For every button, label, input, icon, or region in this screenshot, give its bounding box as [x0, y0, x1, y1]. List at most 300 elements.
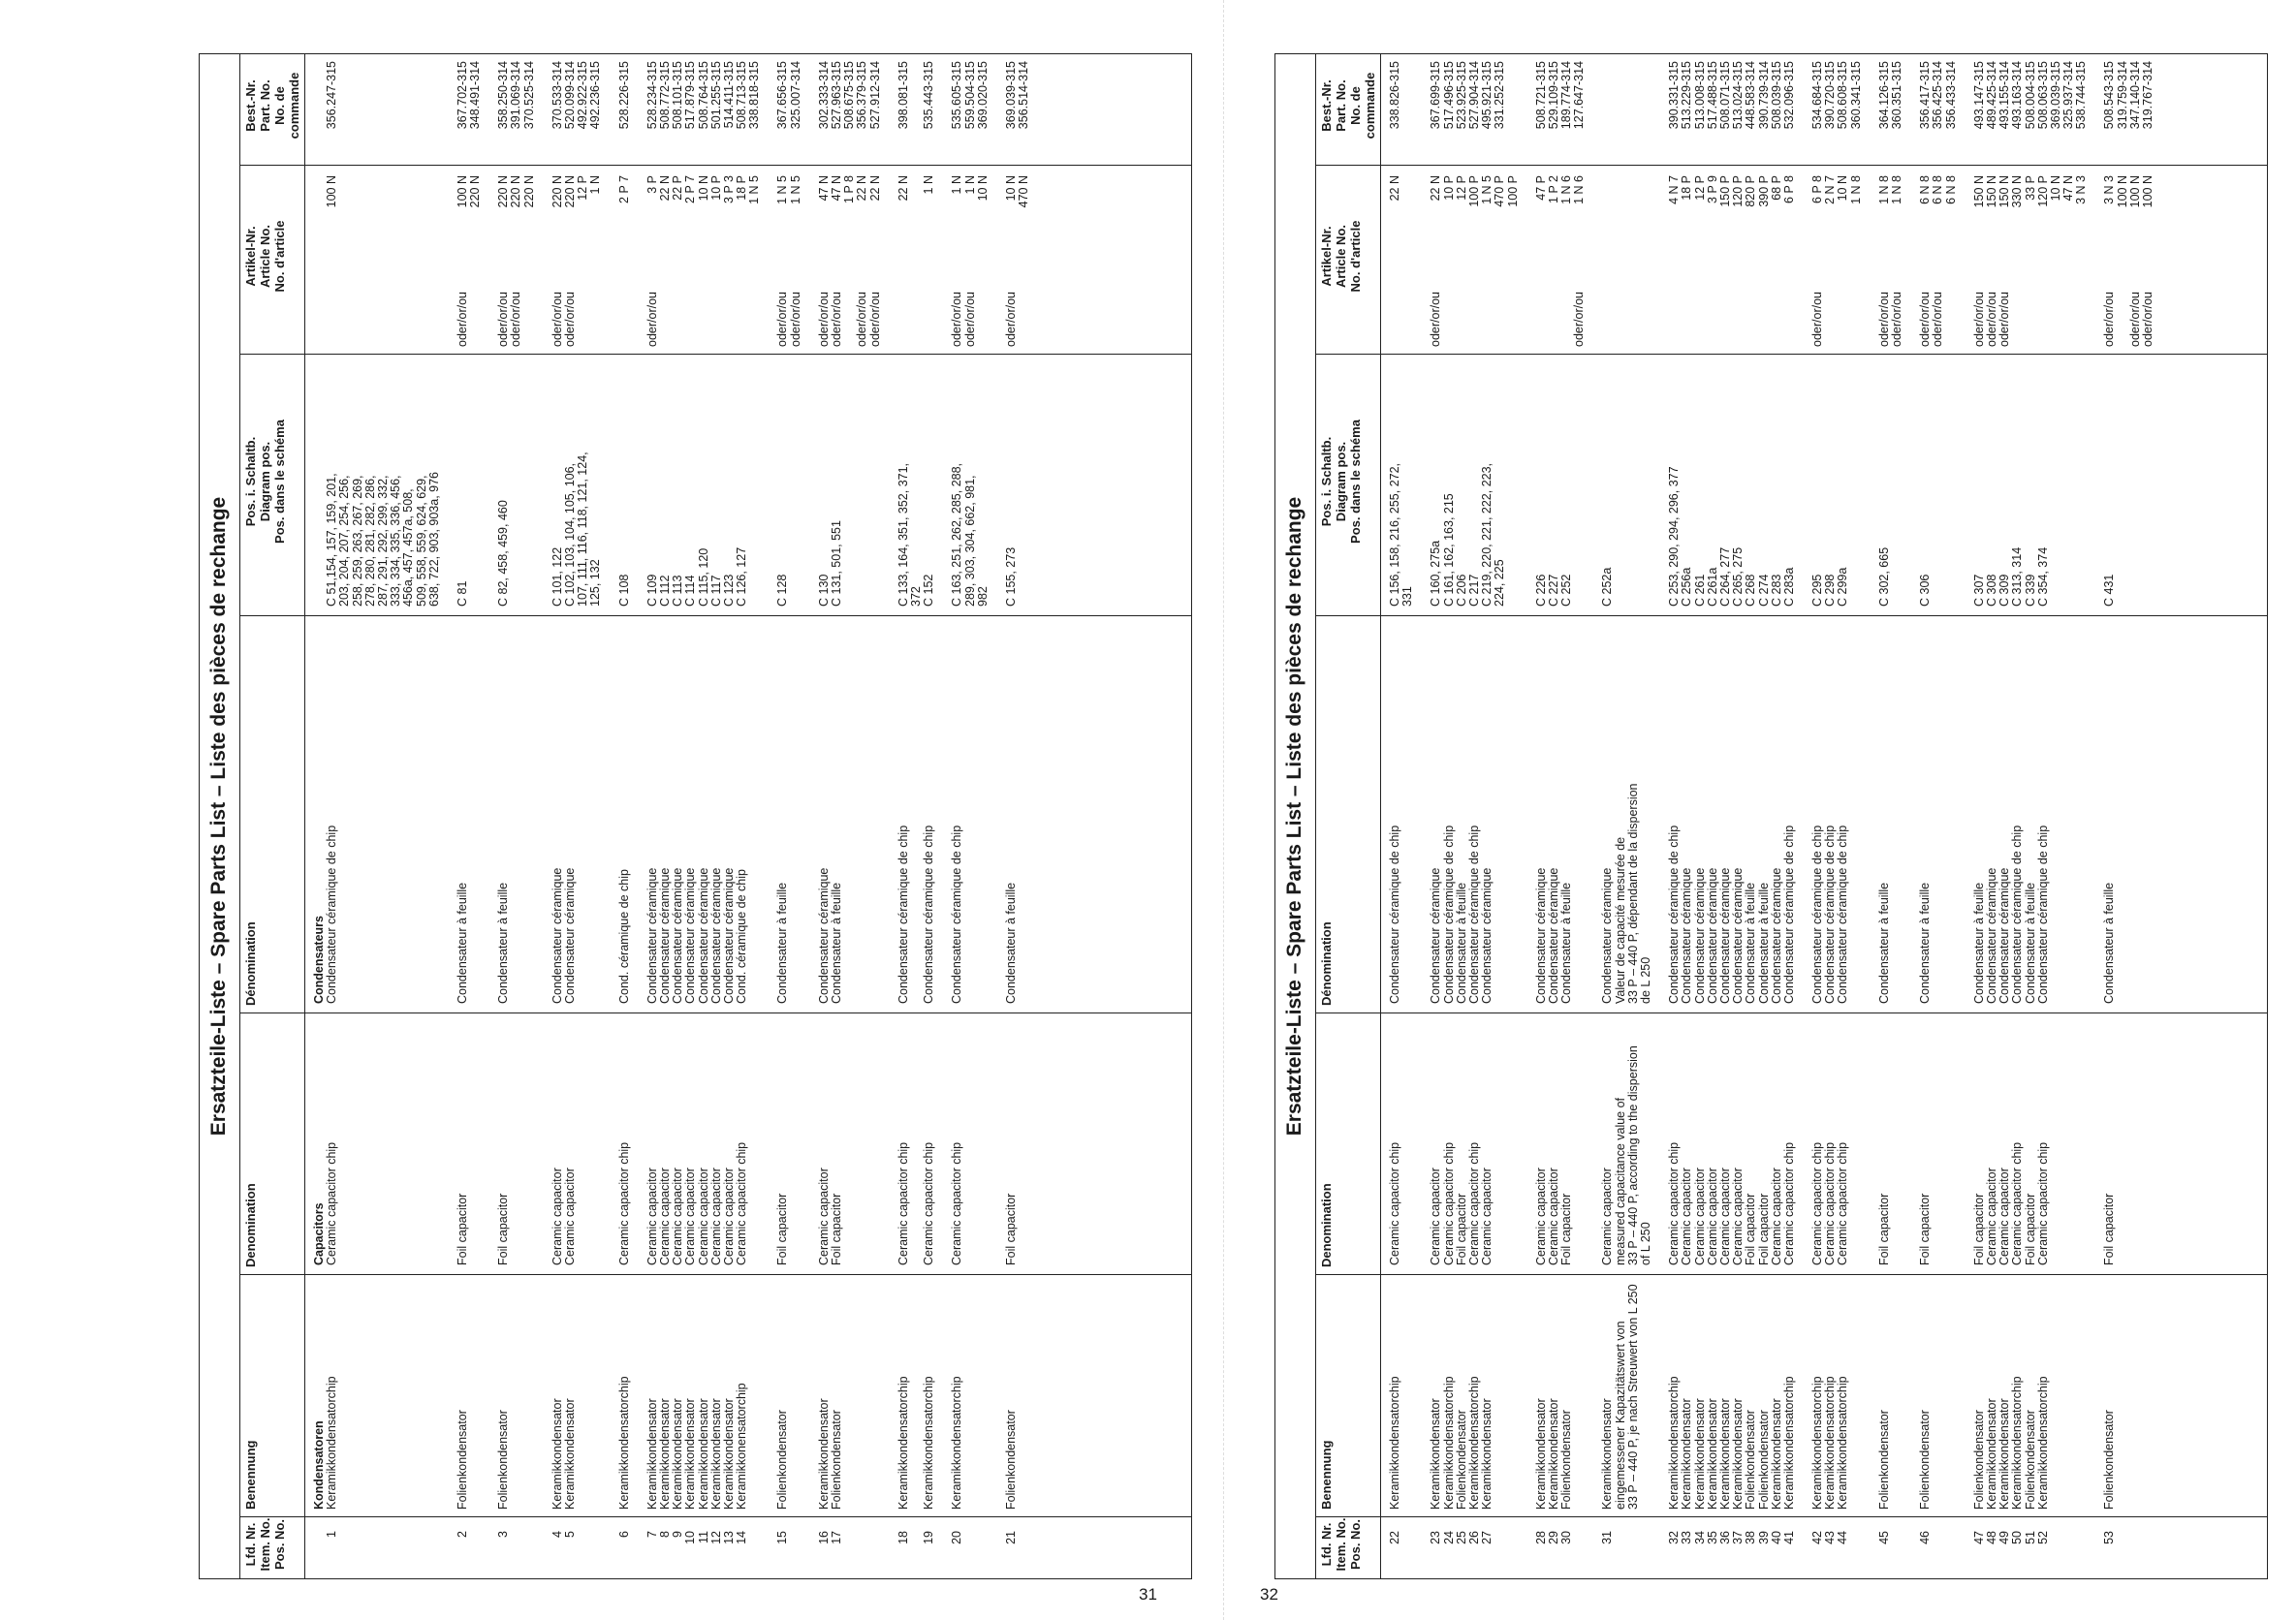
table-line — [510, 53, 522, 1579]
name-french — [523, 616, 536, 1013]
table-line — [1389, 53, 1401, 1579]
diagram-position: 456a, 457, 457a, 508, — [401, 488, 416, 607]
name-english — [364, 1013, 377, 1275]
part-number — [402, 53, 415, 166]
diagram-position: C 206 — [1454, 574, 1468, 607]
table-line — [618, 53, 631, 1579]
item-number — [856, 1517, 868, 1579]
name-french: Condensateur céramique — [1429, 867, 1443, 1004]
table-line — [352, 53, 364, 1579]
article-cell — [577, 166, 589, 355]
article-cell — [2037, 166, 2050, 355]
part-number: 508.721-315 — [1533, 61, 1548, 130]
name-german — [790, 1275, 802, 1517]
name-german — [843, 1275, 856, 1517]
name-french: Condensateur à feuille — [2023, 882, 2037, 1004]
item-number: 2 — [455, 1531, 469, 1538]
name-french: Condensateur céramique — [671, 867, 685, 1004]
name-german: Keramikkondensator — [708, 1398, 723, 1510]
name-english: Ceramic capacitor — [657, 1168, 672, 1265]
column-header-part — [1315, 53, 1381, 166]
diagram-position: 258, 259, 263, 267, 269, — [350, 475, 364, 607]
article-number: 47 N — [830, 175, 843, 202]
item-number — [377, 1517, 390, 1579]
name-english — [1573, 1013, 1586, 1275]
name-english — [1494, 1013, 1506, 1275]
item-number: 4 — [550, 1531, 564, 1538]
diagram-position — [869, 355, 882, 616]
name-german: Keramikkondensator — [1680, 1398, 1694, 1510]
table-row — [776, 53, 802, 1579]
part-number: 534.684-315 — [1810, 61, 1825, 130]
table-line — [2142, 53, 2154, 1579]
table-line — [1745, 53, 1757, 1579]
part-number: 189.774-314 — [1559, 61, 1574, 130]
table-line — [776, 53, 789, 1579]
name-french: Condensateur céramique — [816, 867, 831, 1004]
article-number: 22 N — [1429, 175, 1443, 202]
item-number: 47 — [1971, 1531, 1986, 1544]
diagram-position — [1627, 355, 1640, 616]
name-german: Keramikkondensator — [1546, 1398, 1560, 1510]
table-line — [1986, 53, 1998, 1579]
name-french: Condensateur céramique de chip — [1667, 825, 1682, 1004]
diagram-position: C 299a — [1836, 567, 1850, 607]
diagram-position: C 114 — [683, 575, 698, 607]
article-number: 22 P — [671, 175, 685, 201]
article-number: 1 N 5 — [775, 175, 790, 204]
column-divider — [239, 165, 1192, 166]
name-french — [1945, 616, 1958, 1013]
name-french — [790, 616, 802, 1013]
name-french: Condensateur à feuille — [1559, 882, 1574, 1004]
part-number — [428, 53, 441, 166]
item-number: 37 — [1731, 1531, 1746, 1544]
article-number: 120 P — [1731, 175, 1746, 207]
item-number — [416, 1517, 428, 1579]
part-number: 528.226-315 — [616, 61, 631, 130]
table-line — [1681, 53, 1693, 1579]
item-number: 16 — [816, 1531, 831, 1544]
name-english: Ceramic capacitor — [696, 1168, 710, 1265]
table-row — [551, 53, 603, 1579]
part-number: 520.099-314 — [563, 61, 577, 130]
item-number: 18 — [896, 1531, 910, 1544]
page-number: 32 — [1260, 1585, 1278, 1604]
name-german: Folienkondensator — [775, 1410, 790, 1510]
part-number: 356.247-315 — [325, 61, 339, 130]
name-german — [377, 1275, 390, 1517]
article-number: 1 P 8 — [842, 175, 857, 203]
table-line — [1771, 53, 1783, 1579]
alternative-label: oder/or/ou — [1876, 292, 1891, 347]
article-number: 3 N 3 — [2074, 175, 2089, 204]
article-number: 6 N 8 — [1918, 175, 1933, 204]
name-english — [1401, 1013, 1414, 1275]
item-number: 14 — [735, 1531, 749, 1544]
item-number — [977, 1517, 990, 1579]
diagram-position: 333, 334, 335, 336, 456, — [389, 475, 403, 607]
name-english: 33 P – 440 P, according to the dispersion — [1625, 1045, 1640, 1265]
item-number: 35 — [1705, 1531, 1719, 1544]
table-line — [1732, 53, 1745, 1579]
diagram-position: C 313, 314 — [2010, 546, 2025, 607]
article-number: 120 P — [2035, 175, 2050, 207]
item-number — [313, 1517, 326, 1579]
name-german: Keramikkonensatorchip — [735, 1383, 749, 1510]
item-number: 30 — [1559, 1531, 1574, 1544]
table-line — [2050, 53, 2062, 1579]
table-line — [831, 53, 843, 1579]
table-line — [1783, 53, 1796, 1579]
name-english — [1891, 1013, 1903, 1275]
diagram-position: C 226 — [1533, 574, 1548, 607]
part-number: 527.904-314 — [1466, 61, 1481, 130]
name-german: Keramikkondensator — [671, 1398, 685, 1510]
article-cell — [352, 166, 364, 355]
article-number: 1 N — [922, 175, 936, 195]
column-header-denomination_fr — [1315, 616, 1381, 1013]
diagram-position: C 123 — [721, 574, 736, 607]
name-french: de L 250 — [1639, 956, 1652, 1004]
name-french — [1018, 616, 1030, 1013]
name-english: Foil capacitor — [1003, 1193, 1018, 1265]
name-french: Condensateur à feuille — [830, 882, 843, 1004]
part-number: 517.488-315 — [1705, 61, 1719, 130]
name-german: Keramikkondensatorchip — [2010, 1376, 2025, 1510]
item-number: 5 — [563, 1531, 577, 1538]
article-number: 22 N — [896, 175, 910, 202]
part-number: 302.333-314 — [816, 61, 831, 130]
table-line — [1694, 53, 1707, 1579]
name-english — [1932, 1013, 1944, 1275]
item-number: 6 — [616, 1531, 631, 1538]
article-number: 1 N 5 — [1480, 175, 1494, 204]
article-cell — [1601, 166, 1614, 355]
name-english: Ceramic capacitor — [1769, 1168, 1783, 1265]
article-number: 10 N — [1003, 175, 1018, 202]
table-line — [646, 53, 659, 1579]
table-line — [402, 53, 415, 1579]
column-header-denomination — [1315, 1013, 1381, 1275]
article-cell — [1837, 166, 1849, 355]
name-french: Condensateur céramique de chip — [2035, 825, 2050, 1004]
article-number: 12 P — [576, 175, 590, 201]
table-line — [951, 53, 963, 1579]
article-cell — [869, 166, 882, 355]
table-line — [723, 53, 736, 1579]
article-number: 22 N — [657, 175, 672, 202]
name-german — [428, 1275, 441, 1517]
table-line — [1891, 53, 1903, 1579]
item-number: 31 — [1600, 1531, 1615, 1544]
item-number — [1494, 1517, 1506, 1579]
article-cell — [1932, 166, 1944, 355]
name-german: Keramikkondensator — [816, 1398, 831, 1510]
name-french — [416, 616, 428, 1013]
diagram-position: C 163, 251, 262, 285, 288, — [950, 462, 964, 607]
name-german: Keramikkondensator — [645, 1398, 659, 1510]
article-cell — [428, 166, 441, 355]
table-line — [1615, 53, 1627, 1579]
table-row — [951, 53, 990, 1579]
part-number: 492.236-315 — [588, 61, 603, 130]
article-number: 100 N — [455, 175, 469, 208]
diagram-position: C 81 — [455, 580, 469, 607]
item-number — [1401, 1517, 1414, 1579]
diagram-position: 125, 132 — [588, 559, 603, 607]
name-german: Keramikkondensatorchip — [2035, 1376, 2050, 1510]
article-number: 220 N — [521, 175, 536, 208]
column-header-text: Lfd. Nr. — [243, 1522, 258, 1567]
part-number: 513.008-315 — [1692, 61, 1707, 130]
name-german: Keramikkondensator — [1997, 1398, 2012, 1510]
name-french: Condensateur céramique de chip — [1466, 825, 1481, 1004]
name-english: Ceramic capacitor — [1480, 1168, 1494, 1265]
part-number: 370.533-314 — [550, 61, 564, 130]
diagram-position: C 283 — [1769, 574, 1783, 607]
name-german — [1401, 1275, 1414, 1517]
article-number: 1 N 8 — [1890, 175, 1903, 204]
alternative-label: oder/or/ou — [1918, 292, 1933, 347]
name-french — [364, 616, 377, 1013]
item-number — [510, 1517, 522, 1579]
article-number: 2 P 7 — [683, 175, 698, 203]
part-number — [1615, 53, 1627, 166]
column-header-text: Best.-Nr. — [243, 79, 258, 132]
name-french: 33 P – 440 P, dépendant de la dispersion — [1625, 783, 1640, 1004]
article-cell — [2117, 166, 2129, 355]
name-german: Folienkondensator — [2102, 1410, 2117, 1510]
part-number: 347.140-314 — [2127, 61, 2142, 130]
article-number: 47 N — [2061, 175, 2076, 202]
name-french — [352, 616, 364, 1013]
column-divider — [239, 354, 1192, 355]
article-cell — [469, 166, 482, 355]
name-english — [1850, 1013, 1863, 1275]
diagram-position: 982 — [975, 586, 990, 607]
item-number: 53 — [2102, 1531, 2117, 1544]
name-german — [2062, 1275, 2075, 1517]
item-number: 45 — [1876, 1531, 1891, 1544]
name-french: Condensateur céramique — [1546, 867, 1560, 1004]
diagram-position: 289, 303, 304, 662, 981, — [962, 475, 977, 607]
diagram-position — [1573, 355, 1586, 616]
part-number — [338, 53, 351, 166]
table-line — [2025, 53, 2037, 1579]
name-english — [1507, 1013, 1520, 1275]
column-header-text: Diagram pos. — [258, 441, 272, 522]
diagram-position: 509, 558, 559, 624, 629, — [414, 475, 428, 607]
column-divider — [239, 1012, 1192, 1013]
item-number — [2050, 1517, 2062, 1579]
column-header-benennung — [1315, 1275, 1381, 1517]
table-line — [748, 53, 761, 1579]
item-number: 26 — [1466, 1531, 1481, 1544]
table-row — [1973, 53, 2089, 1579]
item-number — [523, 1517, 536, 1579]
item-number: 36 — [1717, 1531, 1732, 1544]
name-german: Folienkondensator — [1559, 1410, 1574, 1510]
name-german: Folienkondensator — [1454, 1410, 1468, 1510]
name-german: Folienkondensator — [1971, 1410, 1986, 1510]
diagram-position — [2129, 355, 2142, 616]
diagram-position: C 274 — [1756, 574, 1771, 607]
part-number: 493.147-315 — [1971, 61, 1986, 130]
part-number: 338.818-315 — [747, 61, 762, 130]
diagram-position: C 307 — [1971, 574, 1986, 607]
name-german — [364, 1275, 377, 1517]
diagram-position: C 117 — [708, 575, 723, 607]
article-number: 33 P — [2023, 175, 2037, 201]
diagram-position: C 152 — [922, 574, 936, 607]
name-german: Keramikkondensator — [1717, 1398, 1732, 1510]
name-english: Foil capacitor — [2023, 1193, 2037, 1265]
name-english: Ceramic capacitor — [563, 1168, 577, 1265]
name-english: Ceramic capacitor chip — [1441, 1141, 1456, 1265]
part-number: 319.767-314 — [2141, 61, 2154, 130]
table-line — [736, 53, 748, 1579]
name-german — [1494, 1275, 1506, 1517]
name-english — [416, 1013, 428, 1275]
name-english: Foil capacitor — [1876, 1193, 1891, 1265]
article-cell — [1430, 166, 1442, 355]
item-number: 11 — [696, 1531, 710, 1543]
article-cell — [1945, 166, 1958, 355]
alternative-label: oder/or/ou — [1931, 292, 1945, 347]
alternative-label: oder/or/ou — [455, 292, 469, 347]
part-number: 559.504-315 — [962, 61, 977, 130]
name-french — [577, 616, 589, 1013]
column-header-text: Article No. — [1334, 225, 1348, 289]
article-number: 12 P — [1692, 175, 1707, 201]
name-french: Condensateur céramique de chip — [2010, 825, 2025, 1004]
name-french — [2075, 616, 2088, 1013]
part-number: 127.647-314 — [1572, 61, 1587, 130]
article-cell — [977, 166, 990, 355]
part-number: 356.379-315 — [855, 61, 869, 130]
name-english — [964, 1013, 977, 1275]
diagram-position: 278, 280, 281, 282, 286, — [362, 475, 377, 607]
table-line — [977, 53, 990, 1579]
article-number: 10 P — [1441, 175, 1456, 201]
table-line — [856, 53, 868, 1579]
article-cell — [2075, 166, 2088, 355]
diagram-position: C 339 — [2023, 574, 2037, 607]
table-row — [818, 53, 882, 1579]
name-german: Keramikkondensator — [1692, 1398, 1707, 1510]
part-number: 325.007-314 — [788, 61, 802, 130]
name-english — [577, 1013, 589, 1275]
name-german: 33 P – 440 P, je nach Streuwert von L 250 — [1625, 1284, 1640, 1510]
column-header-text: Pos. i. Schaltb. — [243, 436, 258, 527]
column-header-part — [239, 53, 305, 166]
article-cell — [2011, 166, 2024, 355]
part-number: 532.096-315 — [1781, 61, 1796, 130]
diagram-position — [790, 355, 802, 616]
table-row — [1389, 53, 1414, 1579]
name-german: Keramikkondensatorchip — [950, 1376, 964, 1510]
part-number: 529.109-315 — [1546, 61, 1560, 130]
name-french — [964, 616, 977, 1013]
table-line — [1824, 53, 1837, 1579]
part-number: 508.608-315 — [1836, 61, 1850, 130]
column-header-text: Pos. dans le schéma — [1348, 420, 1363, 544]
article-number: 18 P — [735, 175, 749, 201]
part-number: 513.229-315 — [1680, 61, 1694, 130]
column-header-text: Pos. i. Schaltb. — [1319, 436, 1334, 527]
table-row — [1430, 53, 1519, 1579]
name-english: measured capacitance value of — [1613, 1097, 1627, 1265]
article-cell — [1891, 166, 1903, 355]
item-number: 32 — [1667, 1531, 1682, 1544]
parts-table-body — [1389, 53, 2170, 1579]
article-number: 2 P 7 — [616, 175, 631, 203]
alternative-label: oder/or/ou — [855, 292, 869, 347]
item-number: 8 — [657, 1531, 672, 1538]
diagram-position — [523, 355, 536, 616]
diagram-position: C 82, 458, 459, 460 — [496, 500, 511, 607]
article-cell — [618, 166, 631, 355]
table-line — [2103, 53, 2116, 1579]
name-english: Ceramic capacitor — [1600, 1168, 1615, 1265]
page-title: Ersatzteile-Liste – Spare Parts List – Liste des pièces de rechange — [199, 53, 240, 1579]
alternative-label: oder/or/ou — [1429, 292, 1443, 347]
table-row — [646, 53, 762, 1579]
column-header-text: Pos. dans le schéma — [272, 420, 287, 544]
article-cell — [964, 166, 977, 355]
part-number — [1601, 53, 1614, 166]
name-german: eingemessener Kapazitätswert von — [1613, 1321, 1627, 1510]
part-number: 508.543-315 — [2102, 61, 2117, 130]
alternative-label: oder/or/ou — [788, 292, 802, 347]
name-german: Folienkondensator — [1003, 1410, 1018, 1510]
name-french: Condensateur céramique — [645, 867, 659, 1004]
name-french: Condensateur céramique de chip — [1388, 825, 1401, 1004]
diagram-position: C 283a — [1781, 567, 1796, 607]
part-number — [1401, 53, 1414, 166]
name-french: Condensateur céramique de chip — [1810, 825, 1825, 1004]
table-line — [659, 53, 672, 1579]
item-number — [402, 1517, 415, 1579]
diagram-position — [2050, 355, 2062, 616]
part-number: 517.879-315 — [683, 61, 698, 130]
diagram-position: C 265, 275 — [1731, 546, 1746, 607]
diagram-position: C 298 — [1823, 574, 1838, 607]
diagram-position: C 219, 220, 221, 222, 223, — [1480, 462, 1494, 607]
item-number: 24 — [1441, 1531, 1456, 1544]
name-french: Condensateur céramique — [1480, 867, 1494, 1004]
part-number: 508.675-315 — [842, 61, 857, 130]
column-header-text: Pos. No. — [272, 1519, 287, 1571]
name-french: Condensateur céramique — [696, 867, 710, 1004]
diagram-position: C 306 — [1918, 574, 1933, 607]
article-number: 22 N — [1388, 175, 1401, 202]
item-number — [589, 1517, 602, 1579]
name-german — [2117, 1275, 2129, 1517]
diagram-position — [748, 355, 761, 616]
name-english: Foil capacitor — [1918, 1193, 1933, 1265]
name-german: Folienkondensator — [830, 1410, 843, 1510]
diagram-position: C 217 — [1466, 574, 1481, 607]
name-english: Ceramic capacitor — [1731, 1168, 1746, 1265]
name-english: Ceramic capacitor chip — [2010, 1141, 2025, 1265]
name-french — [338, 616, 351, 1013]
table-line — [2075, 53, 2088, 1579]
name-french — [843, 616, 856, 1013]
item-number — [1615, 1517, 1627, 1579]
name-german: Keramikkondensatorchip — [1781, 1376, 1796, 1510]
